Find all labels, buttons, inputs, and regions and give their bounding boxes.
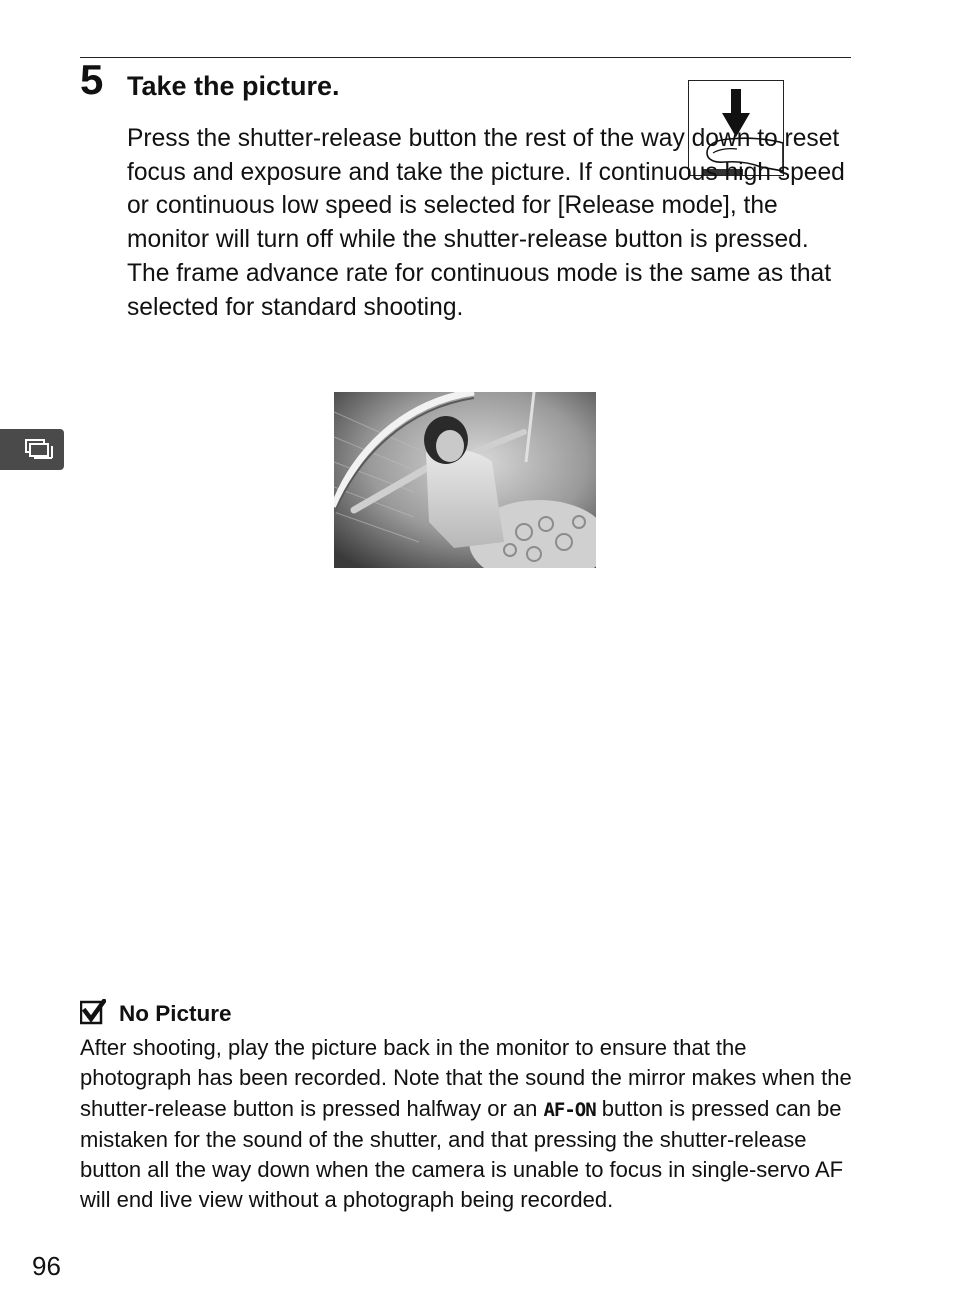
live-view-photo-icon bbox=[24, 438, 54, 462]
note-body bbox=[80, 1033, 860, 1216]
note-text-end: button is pressed can be mistaken for the sound of the shutter, and that pressing the shutter-release button all the way down when the camera is unable to focus in single-servo AF will end live view without a photograph being recorded. bbox=[80, 1095, 844, 1213]
af-on-button-label: AF-ON bbox=[543, 1098, 596, 1121]
step-number: 5 bbox=[80, 56, 104, 103]
step-title: Take the picture. bbox=[127, 71, 340, 101]
section-tab bbox=[0, 429, 64, 470]
note-title: No Picture bbox=[119, 1001, 232, 1026]
page-number: 96 bbox=[32, 1251, 61, 1281]
note-text-start: After shooting, play the picture back in the monitor to ensure that the photograph has been recorded. Note that the sound the mirror makes when the shutter-release button is pressed halfway or an bbox=[80, 1035, 852, 1121]
checkmark-note-icon bbox=[80, 999, 106, 1025]
header-rule bbox=[80, 57, 851, 58]
example-photo bbox=[334, 392, 596, 568]
step-description: Press the shutter-release button the rest of the way down to reset focus and exposure and take the picture. If continuous high speed or continuous low speed is selected for [Release mode], the monitor will turn off while the shutter-release button is pressed. The frame advance rate for continuous mode is the same as that selected for standard shooting. bbox=[127, 125, 845, 321]
